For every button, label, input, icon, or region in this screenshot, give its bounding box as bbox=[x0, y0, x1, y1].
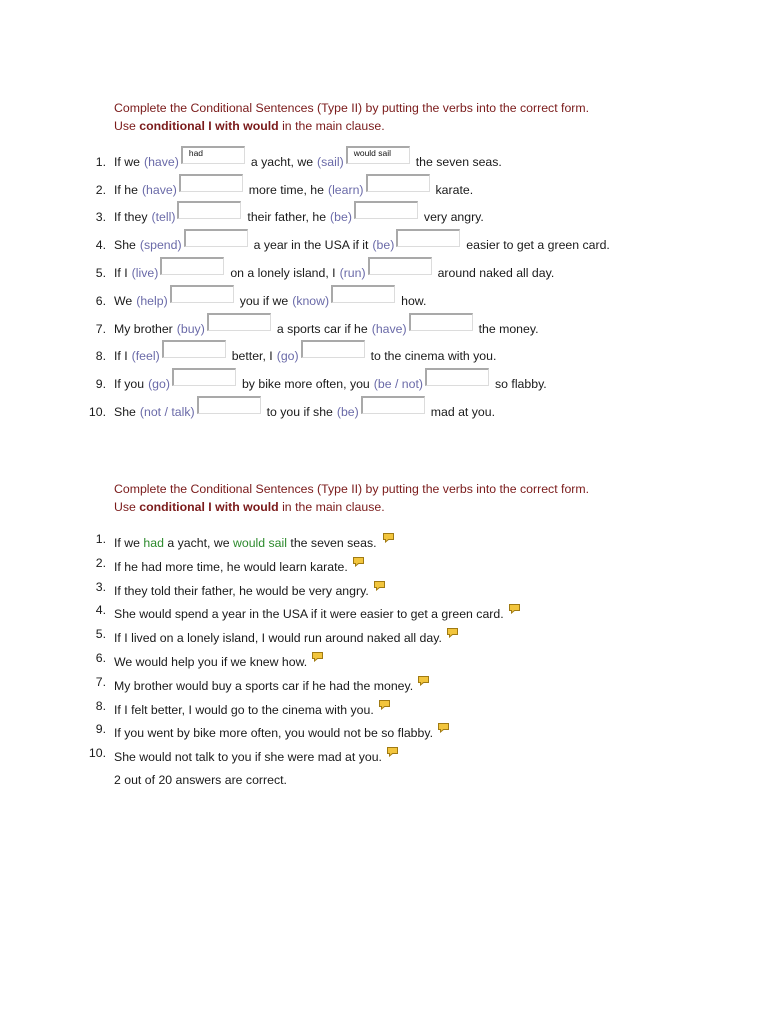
verb-hint: (go) bbox=[148, 377, 170, 391]
exercise-row bbox=[0, 403, 768, 427]
result-text: the seven seas. bbox=[290, 536, 377, 550]
answer-input[interactable] bbox=[396, 229, 460, 247]
sentence-text: a yacht, we bbox=[250, 155, 314, 169]
verb-hint: (not / talk) bbox=[139, 405, 195, 419]
verb-hint: (sail) bbox=[317, 155, 344, 169]
result-row bbox=[0, 697, 768, 721]
result-number: 8. bbox=[95, 699, 106, 713]
sentence-text: so flabby. bbox=[495, 377, 547, 391]
result-number: 2. bbox=[95, 556, 106, 570]
result-number: 1. bbox=[95, 532, 106, 546]
result-text: If I felt better, I would go to the cinema with you. bbox=[114, 703, 374, 717]
sentence-text: easier to get a green card. bbox=[466, 238, 610, 252]
answer-input[interactable] bbox=[354, 201, 418, 219]
verb-hint: (run) bbox=[339, 266, 366, 280]
answer-input[interactable] bbox=[331, 285, 395, 303]
sentence-text: around naked all day. bbox=[437, 266, 555, 280]
answer-input[interactable] bbox=[368, 257, 432, 275]
verb-hint: (go) bbox=[276, 349, 299, 363]
answer-input[interactable] bbox=[160, 257, 224, 275]
sentence-text: She bbox=[114, 405, 136, 419]
instruction-line-1: Complete the Conditional Sentences (Type II) by putting the verbs into the correct form. bbox=[114, 482, 590, 496]
instruction-line-1: Complete the Conditional Sentences (Type II) by putting the verbs into the correct form. bbox=[114, 101, 590, 115]
answer-input[interactable] bbox=[184, 229, 248, 247]
result-text: We would help you if we knew how. bbox=[114, 655, 308, 669]
sentence-text: the money. bbox=[478, 322, 539, 336]
answer-input[interactable] bbox=[366, 174, 430, 192]
sentence-text: you if we bbox=[239, 294, 289, 308]
result-row bbox=[0, 601, 768, 625]
verb-hint: (learn) bbox=[327, 183, 364, 197]
sentence-text: If you bbox=[114, 377, 145, 391]
instruction-bold: conditional I with would bbox=[139, 500, 279, 514]
exercise-number: 9. bbox=[95, 377, 106, 391]
exercise-number: 7. bbox=[95, 322, 106, 336]
result-sentence bbox=[114, 603, 521, 621]
answer-input[interactable] bbox=[172, 368, 236, 386]
result-text: If they told their father, he would be very angry. bbox=[114, 584, 369, 598]
answer-input[interactable] bbox=[197, 396, 261, 414]
verb-hint: (have) bbox=[371, 322, 407, 336]
exercise-row bbox=[0, 320, 768, 344]
instruction-line-2 bbox=[114, 498, 589, 516]
exercise-number: 3. bbox=[95, 210, 106, 224]
answer-input[interactable] bbox=[425, 368, 489, 386]
result-text: a yacht, we bbox=[167, 536, 230, 550]
sentence-text: their father, he bbox=[247, 210, 327, 224]
verb-hint: (know) bbox=[292, 294, 330, 308]
sentence-text: very angry. bbox=[423, 210, 484, 224]
sentence-text: If he bbox=[114, 183, 138, 197]
sentence-text: My brother bbox=[114, 322, 173, 336]
answer-input[interactable] bbox=[177, 201, 241, 219]
result-sentence bbox=[114, 532, 395, 550]
verb-hint: (be) bbox=[330, 210, 352, 224]
sentence-text: how. bbox=[401, 294, 427, 308]
result-row bbox=[0, 673, 768, 697]
speech-bubble-icon[interactable] bbox=[378, 699, 391, 710]
result-number: 3. bbox=[95, 580, 106, 594]
answer-input[interactable]: had bbox=[181, 146, 245, 164]
exercise-number: 4. bbox=[95, 238, 106, 252]
result-sentence bbox=[114, 627, 459, 645]
exercise-number: 8. bbox=[95, 349, 106, 363]
speech-bubble-icon[interactable] bbox=[446, 627, 459, 638]
verb-hint: (be) bbox=[372, 238, 395, 252]
result-row bbox=[0, 744, 768, 768]
answer-input[interactable] bbox=[301, 340, 365, 358]
sentence-text: on a lonely island, I bbox=[230, 266, 336, 280]
speech-bubble-icon[interactable] bbox=[508, 603, 521, 614]
result-row bbox=[0, 578, 768, 602]
exercise-number: 2. bbox=[95, 183, 106, 197]
verb-hint: (spend) bbox=[139, 238, 182, 252]
answer-input[interactable] bbox=[179, 174, 243, 192]
exercise-row bbox=[0, 347, 768, 371]
result-row bbox=[0, 649, 768, 673]
speech-bubble-icon[interactable] bbox=[386, 746, 399, 757]
sentence-text: karate. bbox=[435, 183, 474, 197]
verb-hint: (be) bbox=[336, 405, 359, 419]
instruction-rest: in the main clause. bbox=[282, 119, 385, 133]
correct-answer: would sail bbox=[232, 536, 287, 550]
instruction-use: Use bbox=[114, 500, 136, 514]
correct-answer: had bbox=[143, 536, 164, 550]
exercise-number: 6. bbox=[95, 294, 106, 308]
sentence-text: We bbox=[114, 294, 133, 308]
sentence-text: to the cinema with you. bbox=[370, 349, 497, 363]
result-sentence bbox=[114, 699, 391, 717]
speech-bubble-icon[interactable] bbox=[417, 675, 430, 686]
exercise-number: 10. bbox=[88, 405, 106, 419]
sentence-text: If I bbox=[114, 266, 128, 280]
verb-hint: (help) bbox=[136, 294, 168, 308]
exercise-instructions bbox=[114, 99, 589, 135]
sentence-text: a sports car if he bbox=[276, 322, 368, 336]
result-number: 7. bbox=[95, 675, 106, 689]
instruction-line-2 bbox=[114, 117, 589, 135]
result-sentence bbox=[114, 651, 324, 669]
sentence-text: the seven seas. bbox=[415, 155, 502, 169]
result-sentence bbox=[114, 722, 450, 740]
verb-hint: (live) bbox=[131, 266, 159, 280]
speech-bubble-icon[interactable] bbox=[311, 651, 324, 662]
verb-hint: (have) bbox=[141, 183, 177, 197]
result-row bbox=[0, 625, 768, 649]
verb-hint: (have) bbox=[143, 155, 179, 169]
score-summary: 2 out of 20 answers are correct. bbox=[114, 773, 287, 787]
sentence-text: If they bbox=[114, 210, 148, 224]
speech-bubble-icon[interactable] bbox=[382, 532, 395, 543]
result-sentence bbox=[114, 746, 399, 764]
result-text: She would spend a year in the USA if it were easier to get a green card. bbox=[114, 607, 504, 621]
result-text: If we bbox=[114, 536, 140, 550]
verb-hint: (tell) bbox=[151, 210, 176, 224]
answer-input[interactable] bbox=[361, 396, 425, 414]
speech-bubble-icon[interactable] bbox=[352, 556, 365, 567]
sentence-text: If I bbox=[114, 349, 128, 363]
result-number: 4. bbox=[95, 603, 106, 617]
results-instructions bbox=[114, 480, 589, 516]
answer-input[interactable]: would sail bbox=[346, 146, 410, 164]
sentence-text: more time, he bbox=[248, 183, 324, 197]
exercise-number: 5. bbox=[95, 266, 106, 280]
answer-input[interactable] bbox=[162, 340, 226, 358]
verb-hint: (feel) bbox=[131, 349, 160, 363]
sentence-text: She bbox=[114, 238, 136, 252]
result-text: My brother would buy a sports car if he had the money. bbox=[114, 679, 414, 693]
speech-bubble-icon[interactable] bbox=[373, 580, 386, 591]
result-sentence bbox=[114, 556, 365, 574]
instruction-use: Use bbox=[114, 119, 136, 133]
result-text: If he had more time, he would learn karate. bbox=[114, 560, 348, 574]
answer-input[interactable] bbox=[409, 313, 473, 331]
result-text: She would not talk to you if she were mad at you. bbox=[114, 750, 382, 764]
result-text: If you went by bike more often, you would not be so flabby. bbox=[114, 726, 433, 740]
speech-bubble-icon[interactable] bbox=[437, 722, 450, 733]
instruction-rest: in the main clause. bbox=[282, 500, 385, 514]
answer-input[interactable] bbox=[207, 313, 271, 331]
sentence-text: to you if she bbox=[266, 405, 333, 419]
result-row bbox=[0, 554, 768, 578]
sentence-text: a year in the USA if it bbox=[253, 238, 369, 252]
exercise-row bbox=[0, 208, 768, 232]
result-number: 10. bbox=[88, 746, 106, 760]
verb-hint: (buy) bbox=[176, 322, 205, 336]
answer-input[interactable] bbox=[170, 285, 234, 303]
sentence-text: If we bbox=[114, 155, 140, 169]
exercise-row bbox=[0, 292, 768, 316]
result-row bbox=[0, 720, 768, 744]
result-number: 9. bbox=[95, 722, 106, 736]
sentence-text: by bike more often, you bbox=[241, 377, 370, 391]
verb-hint: (be / not) bbox=[373, 377, 423, 391]
result-sentence bbox=[114, 675, 430, 693]
result-text: If I lived on a lonely island, I would run around naked all day. bbox=[114, 631, 442, 645]
result-number: 5. bbox=[95, 627, 106, 641]
sentence-text: mad at you. bbox=[430, 405, 496, 419]
result-sentence bbox=[114, 580, 386, 598]
exercise-number: 1. bbox=[95, 155, 106, 169]
sentence-text: better, I bbox=[231, 349, 273, 363]
result-number: 6. bbox=[95, 651, 106, 665]
instruction-bold: conditional I with would bbox=[139, 119, 279, 133]
